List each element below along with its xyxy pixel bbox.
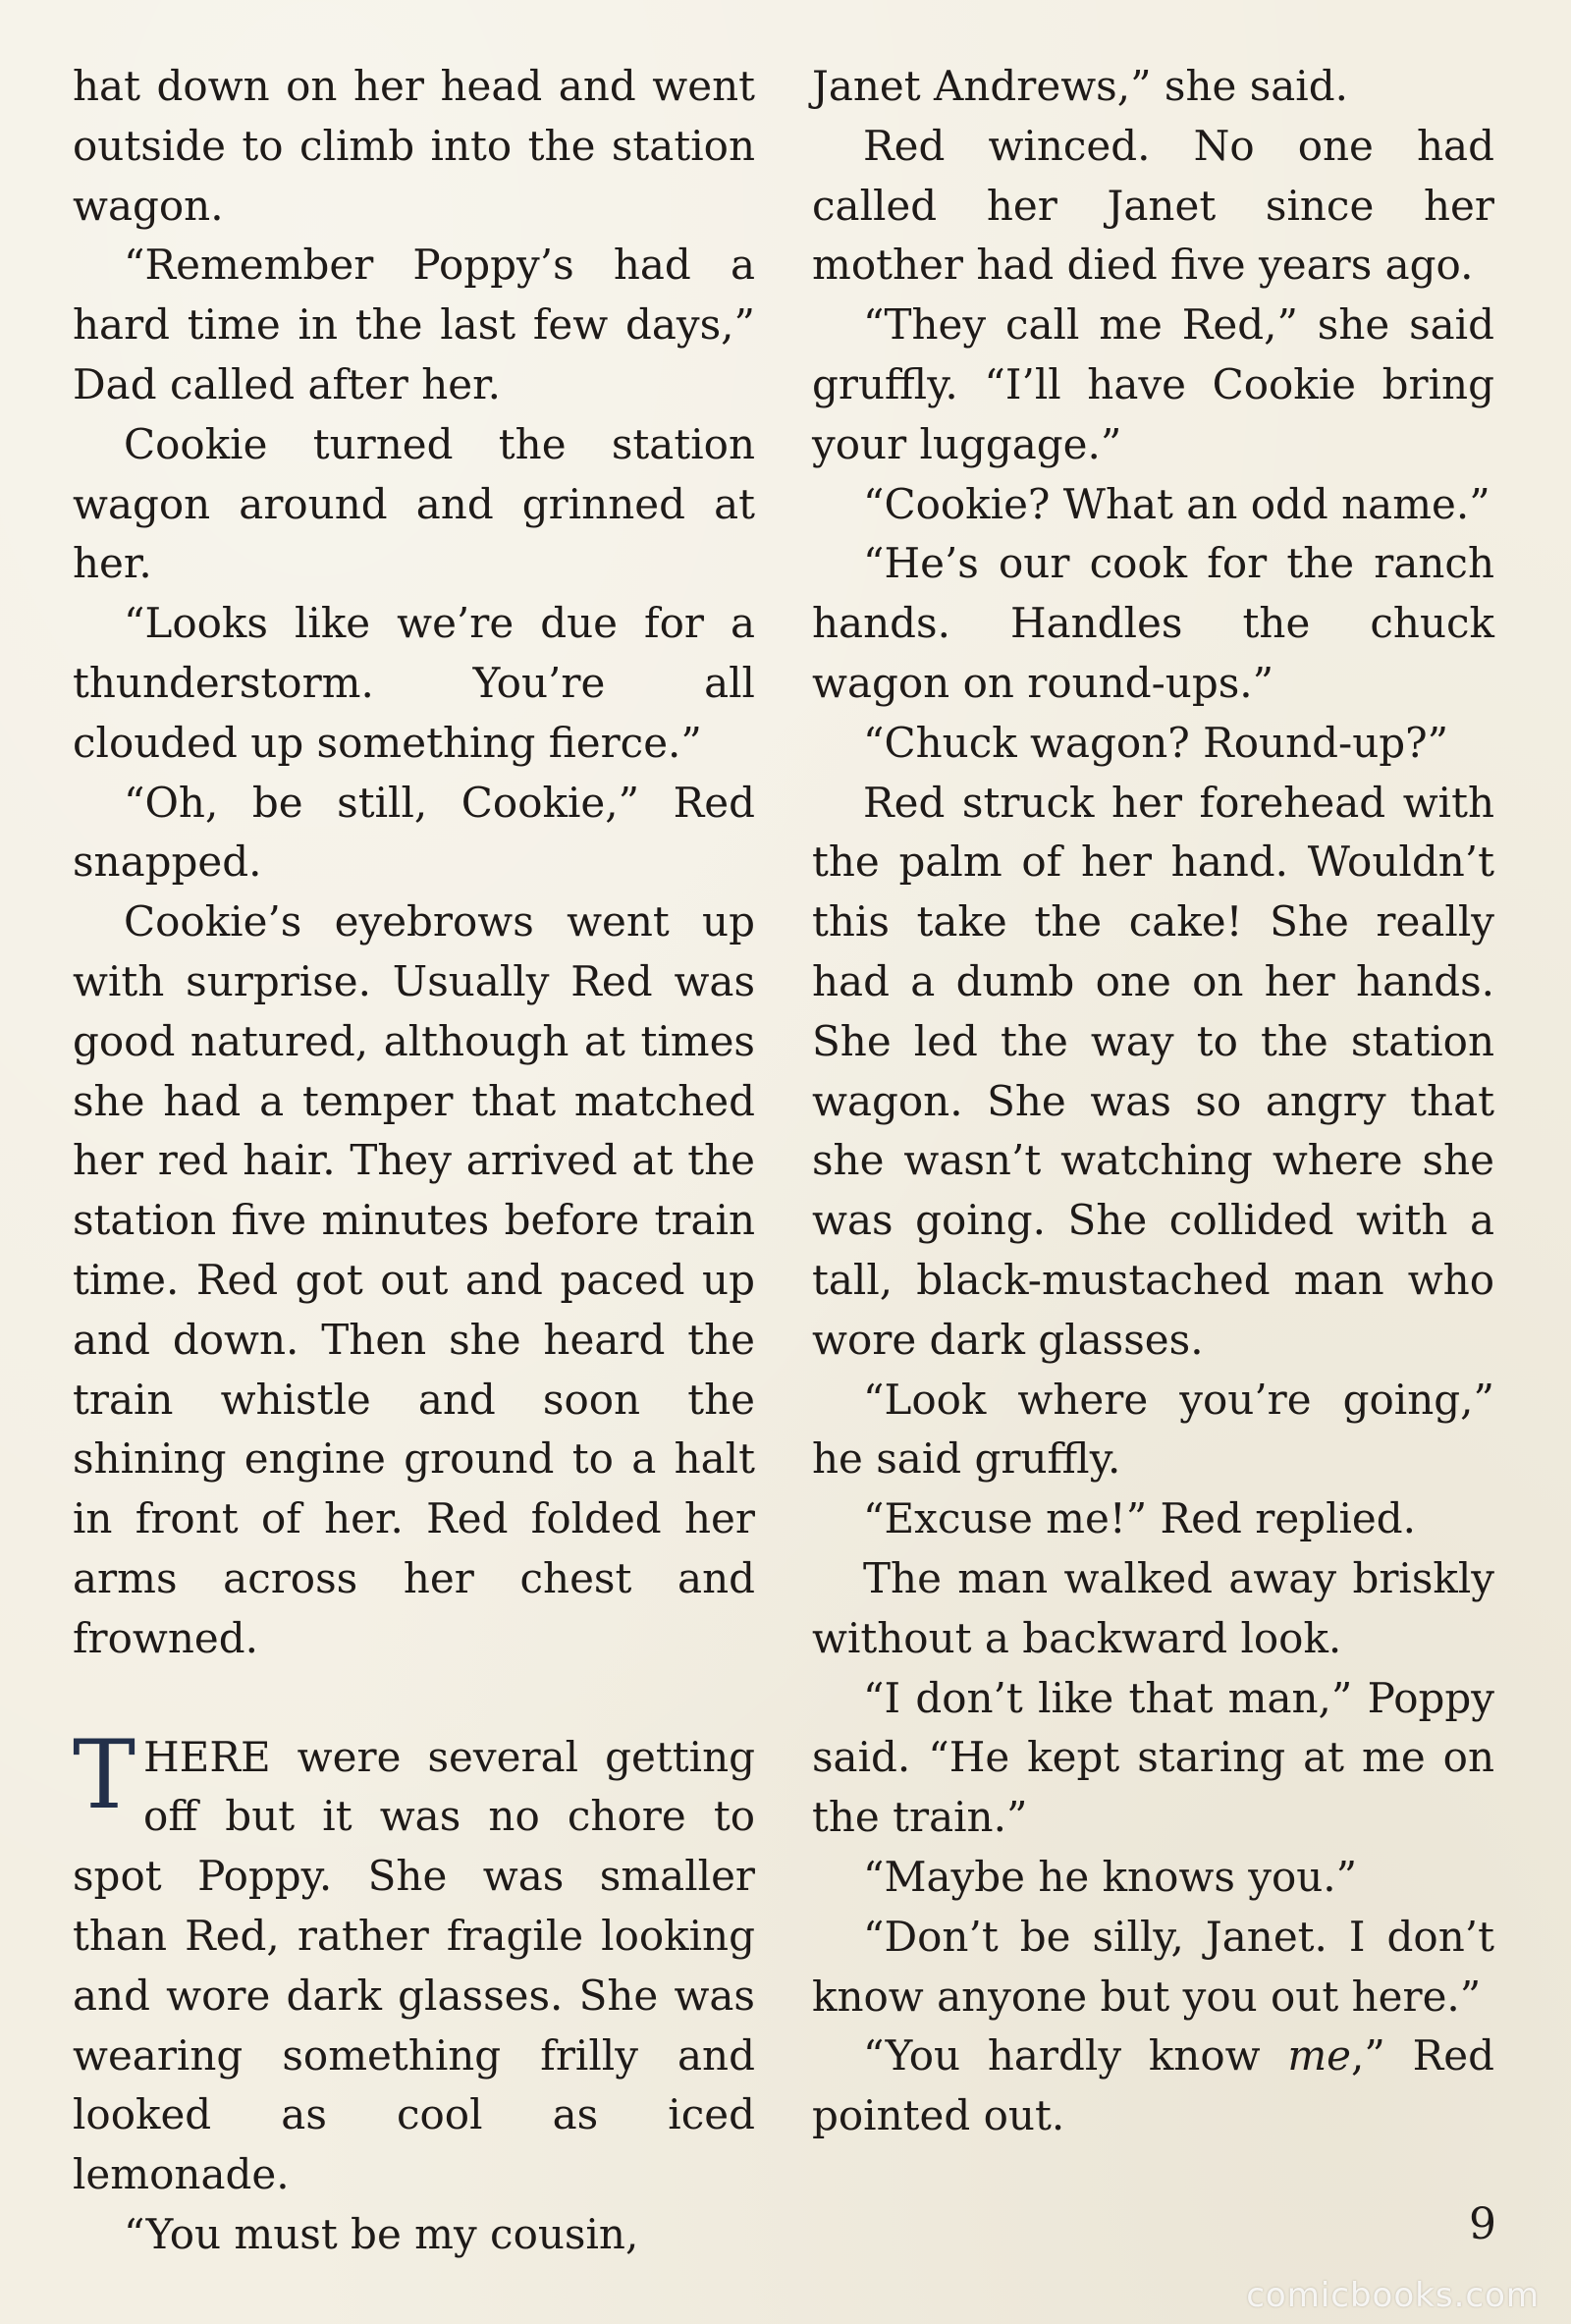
paragraph: Red struck her forehead with the palm of her hand. Wouldn’t this take the cake! She really had a dumb one on her hands. She led the way to the station wagon. She was so angry that she wasn’t watching where she was going. She collided with a tall, black-mustached man who wore dark glasses.: [812, 778, 1494, 1364]
paragraph: “Excuse me!” Red replied.: [863, 1494, 1417, 1543]
paragraph: hat down on her head and went outside to climb into the station wagon.: [73, 62, 755, 230]
right-column: [812, 57, 1494, 2146]
paragraph: “Chuck wagon? Round-up?”: [863, 718, 1449, 767]
paragraph: “You must be my cousin,: [124, 2209, 639, 2258]
paragraph-text: ,” Red pointed out.: [812, 2031, 1494, 2140]
paragraph: “Looks like we’re due for a thunderstorm. You’re all clouded up something fierce.”: [73, 599, 755, 767]
paragraph: “I don’t like that man,” Poppy said. “He kept staring at me on the train.”: [812, 1673, 1494, 1842]
paragraph: [812, 2027, 1494, 2146]
left-column: [73, 57, 755, 2265]
paragraph: “Remember Poppy’s had a hard time in the last few days,” Dad called after her.: [73, 241, 755, 408]
paragraph: Cookie turned the station wagon around and grinned at her.: [73, 419, 755, 588]
paragraph: Janet Andrews,” she said.: [812, 62, 1348, 110]
paragraph: “Don’t be silly, Janet. I don’t know anyone but you out here.”: [812, 1912, 1494, 2021]
paragraph: “He’s our cook for the ranch hands. Handles the chuck wagon on round-ups.”: [812, 539, 1494, 707]
paragraph: Cookie’s eyebrows went up with surprise. Usually Red was good natured, although at times she had a temper that matched her red hair. They arrived at the station five minutes before train time. Red got out and paced up and down. Then she heard the train whistle and soon the shining engine ground to a halt in front of her. Red folded her arms across her chest and frowned.: [73, 897, 755, 1662]
paragraph: “Cookie? What an odd name.”: [863, 479, 1490, 528]
watermark: comicbooks.com: [1246, 2276, 1540, 2315]
paragraph-text: “You hardly know: [863, 2031, 1288, 2081]
paragraph-text: HERE were several getting off but it was no chore to spot Poppy. She was smaller than Red, rather fragile looking and wore dark glasses. She was wearing something frilly and looked as cool as iced lemonade.: [73, 1732, 755, 2199]
paragraph: “Look where you’re going,” he said gruffly.: [812, 1375, 1494, 1484]
page-number: 9: [1469, 2199, 1496, 2249]
paragraph: “They call me Red,” she said gruffly. “I’ll have Cookie bring your luggage.”: [812, 300, 1494, 468]
paragraph: Red winced. No one had called her Janet since her mother had died five years ago.: [812, 121, 1494, 290]
section-opening-paragraph: [73, 1719, 755, 2205]
paragraph: “Maybe he knows you.”: [863, 1852, 1358, 1901]
emphasis-text: me: [1287, 2031, 1352, 2081]
paragraph: “Oh, be still, Cookie,” Red snapped.: [73, 778, 755, 887]
paragraph: The man walked away briskly without a backward look.: [812, 1553, 1494, 1662]
drop-cap: T: [73, 1719, 136, 1830]
